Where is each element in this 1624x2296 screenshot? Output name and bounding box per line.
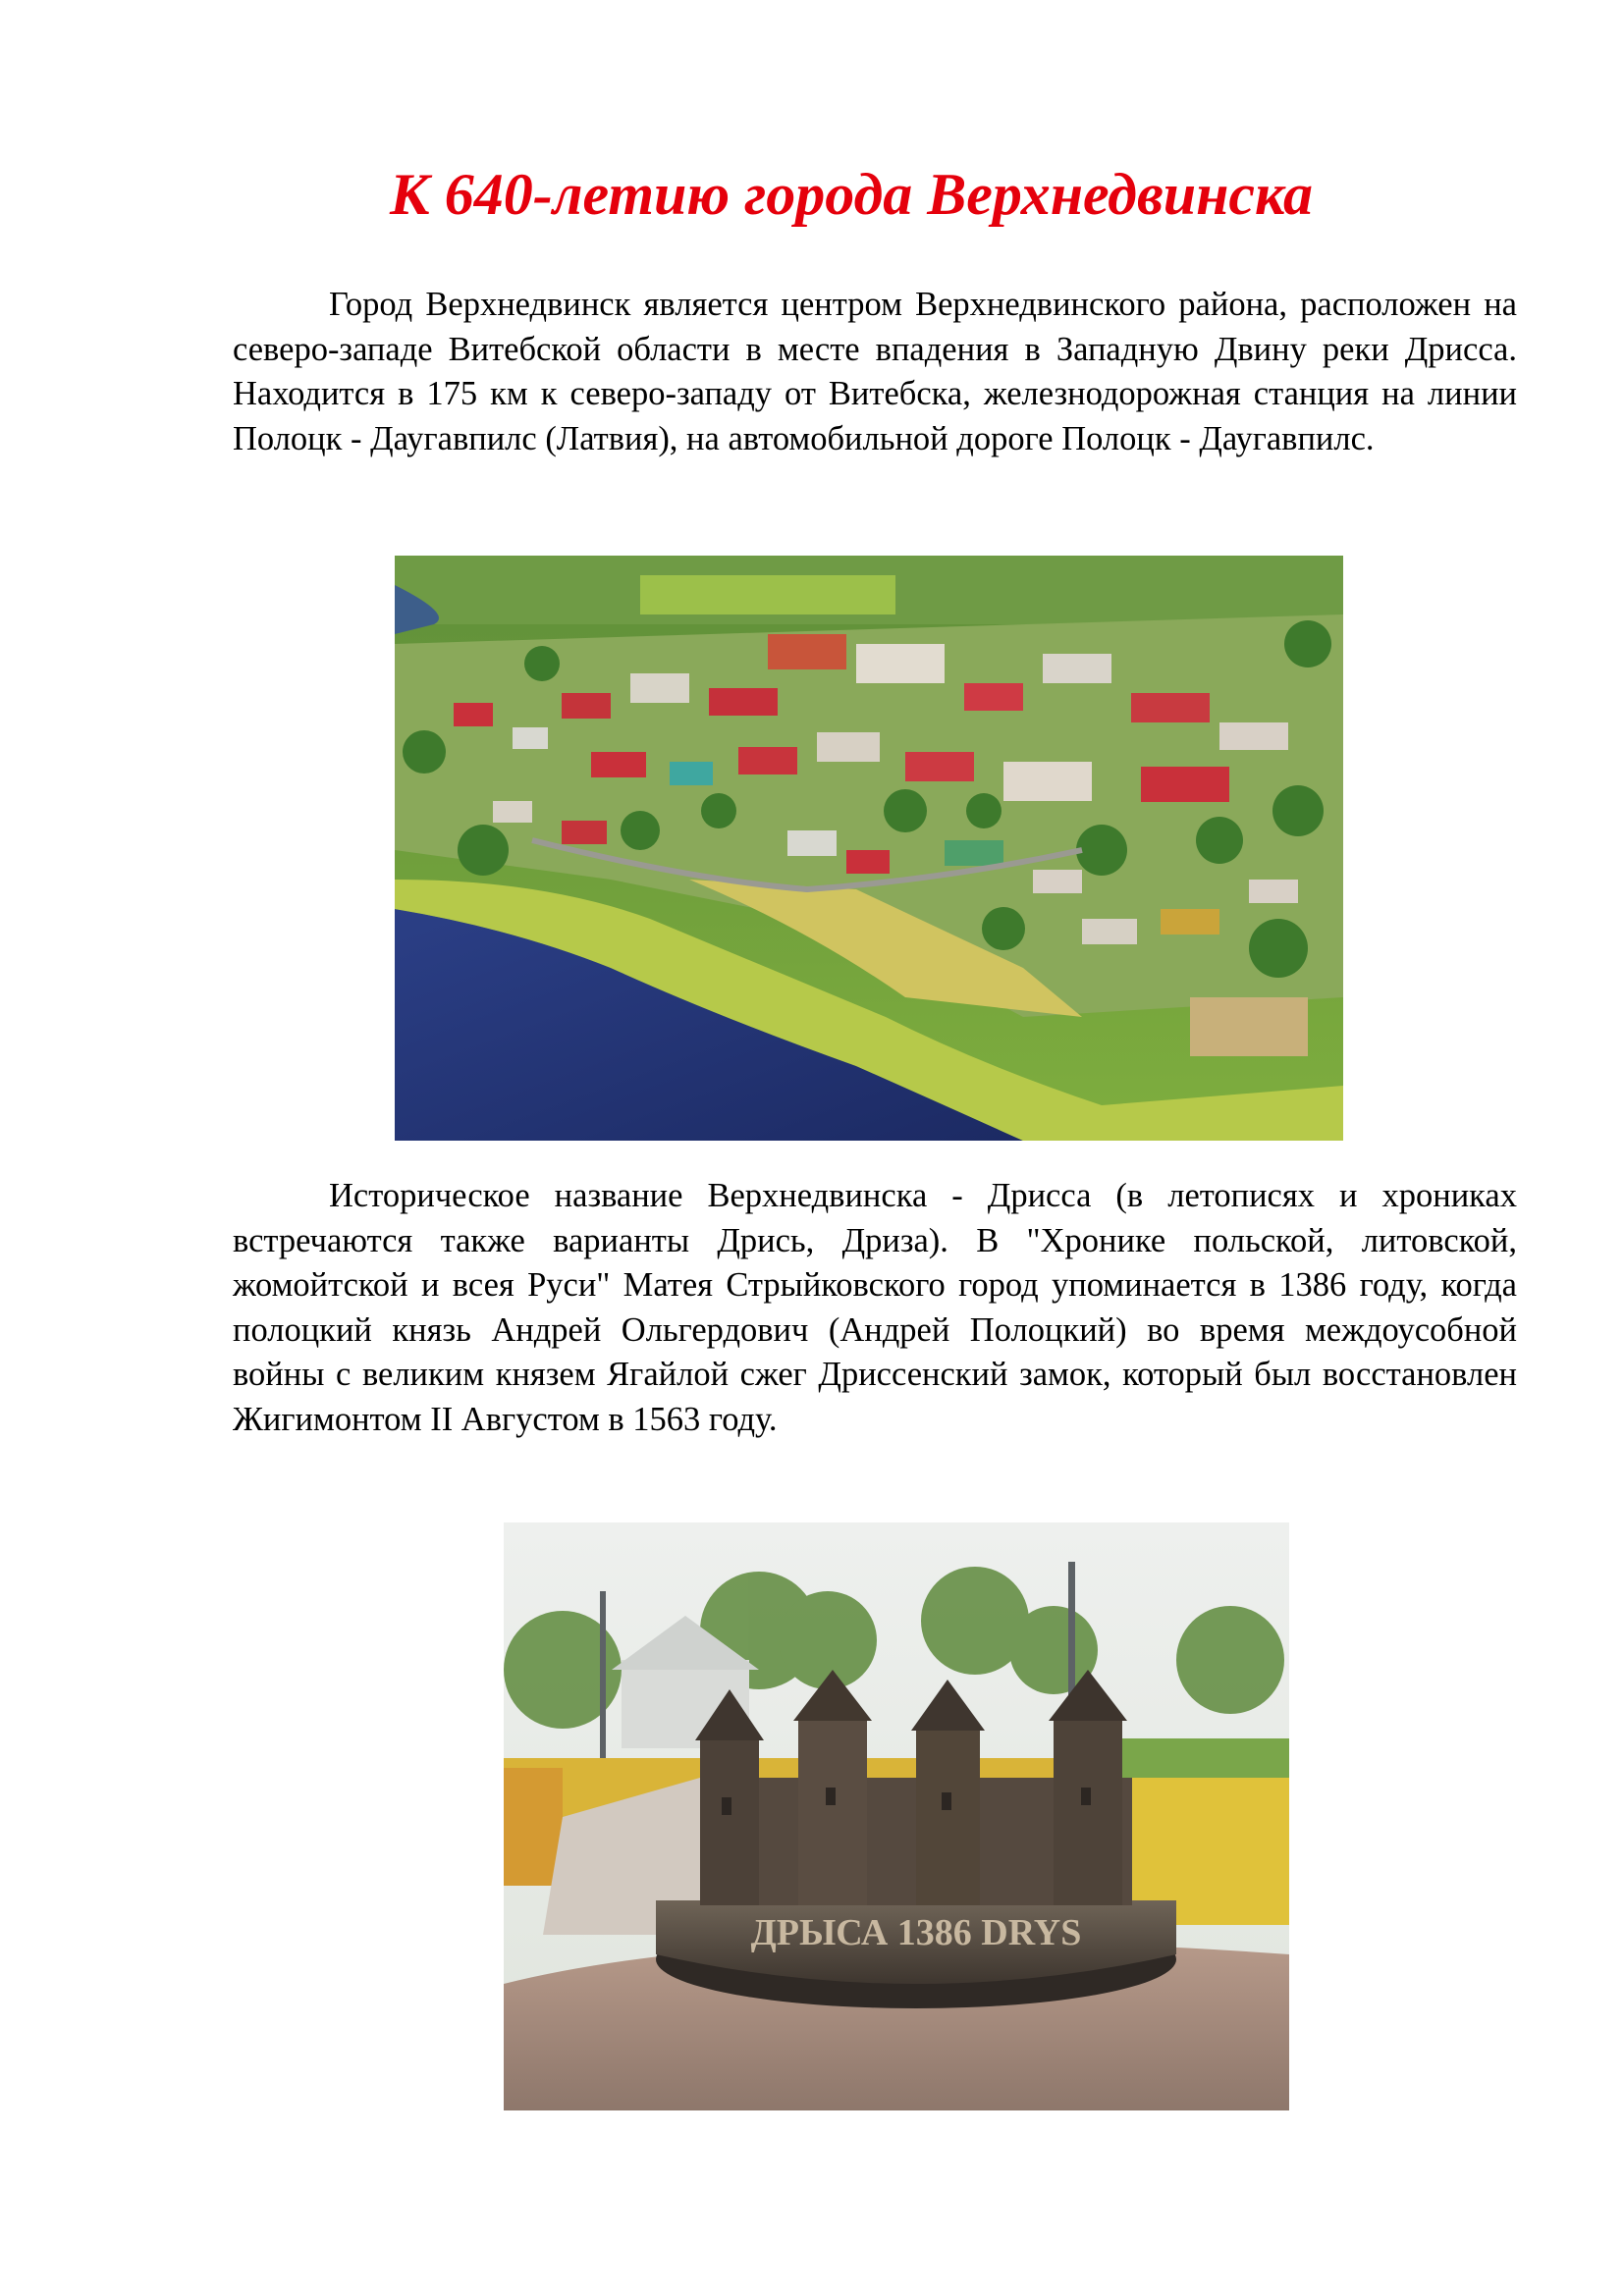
aerial-town-illustration xyxy=(395,556,1343,1141)
castle-monument-photo xyxy=(504,1522,1289,2110)
castle-monument-illustration xyxy=(504,1522,1289,2110)
paragraph-history: Историческое название Верхнедвинска - Дрисса (в летописях и хрониках встречаются также варианты Дрись, Дриза). В "Хронике польской, литовской, жомойтской и всея Руси" Матея Стрыйковского город упоминается в 1386 году, когда полоцкий князь Андрей Ольгердович (Андрей Полоцкий) во время междоусобной войны с великим князем Ягайлой сжег Дриссенский замок, который был восстановлен Жигимонтом II Августом в 1563 году. xyxy=(233,1177,1517,1438)
page-title: К 640-летию города Верхнедвинска xyxy=(390,162,1313,227)
aerial-town-photo xyxy=(395,556,1343,1141)
paragraph-intro: Город Верхнедвинск является центром Верхнедвинского района, расположен на северо-западе Витебской области в месте впадения в Западную Двину реки Дрисса. Находится в 175 км к северо-западу от Витебска, железнодорожная станция на линии Полоцк - Даугавпилс (Латвия), на автомобильной дороге Полоцк - Даугавпилс. xyxy=(233,286,1517,457)
monument-inscription: ДРЫСА 1386 DRYS xyxy=(750,1912,1082,1953)
